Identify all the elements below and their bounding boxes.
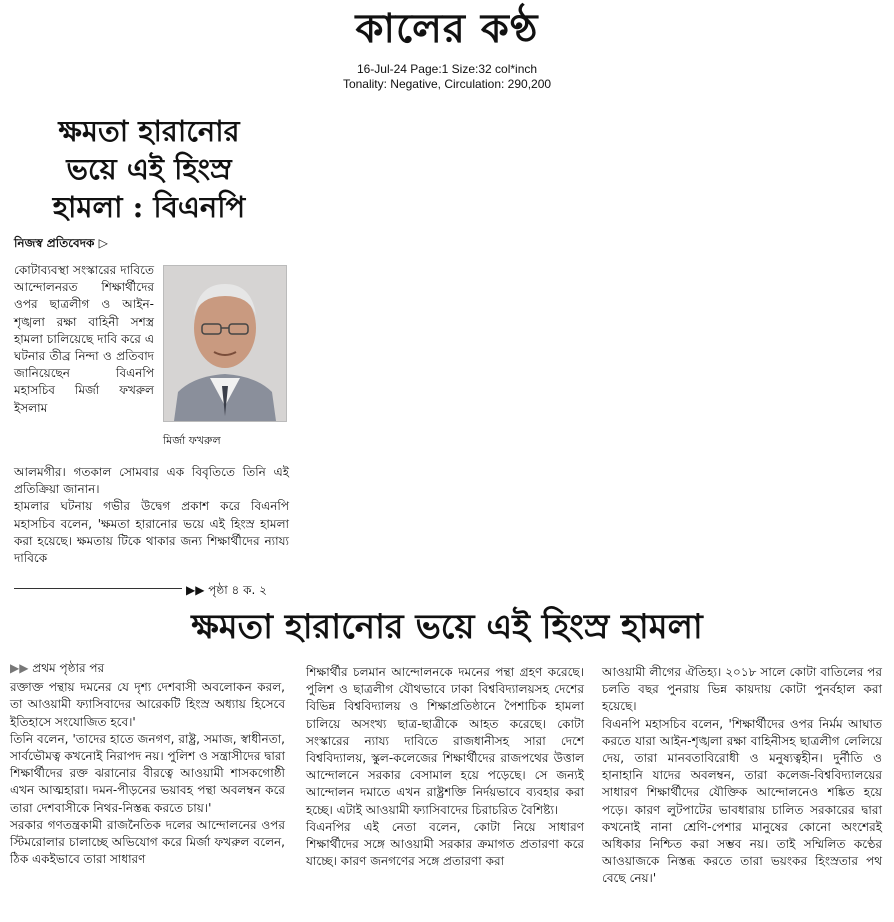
continuation-column-3 (602, 664, 882, 888)
paragraph: শিক্ষার্থীর চলমান আন্দোলনকে দমনের পন্থা গ্রহণ করেছে। পুলিশ ও ছাত্রলীগ যৌথভাবে ঢাকা বিশ্ববিদ্যালয়সহ দেশের বিভিন্ন বিশ্ববিদ্যালয় ও শিক্ষাপ্রতিষ্ঠানে পৈশাচিক হামলা চালিয়ে অসংখ্য ছাত্র-ছাত্রীকে আহত করেছে। কোটা সংস্কারের ন্যায্য দাবিতে রাজধানীসহ সারা দেশে বিশ্ববিদ্যালয়, স্কুল-কলেজের শিক্ষার্থীদের রাজপথের উত্তাল আন্দোলনে সরকার বেসামাল হয়ে পড়েছে। সে জন্যই আন্দোলন দমাতে এখন রাষ্ট্রশক্তি নির্দয়ভাবে ব্যবহার করা হচ্ছে। এটাই আওয়ামী ফ্যাসিবাদের চিরাচরিত বৈশিষ্ট্য। (306, 665, 584, 817)
continuation-column-2 (306, 664, 584, 870)
masthead-logo: কালের কণ্ঠ (355, 5, 539, 52)
lead-paragraph-part2 (14, 464, 289, 567)
byline (14, 235, 108, 255)
paragraph: রক্তাক্ত পন্থায় দমনের যে দৃশ্য দেশবাসী অবলোকন করল, তা আওয়ামী ফ্যাসিবাদের আরেকটি হিংস্র অধ্যায় হিসেবে ইতিহাসে সংযোজিত হবে।' (10, 680, 285, 729)
photo-caption: মির্জা ফখরুল (163, 434, 221, 447)
author-photo (163, 265, 287, 422)
headline-line: ক্ষমতা হারানোর (58, 114, 240, 148)
continuation-column-1 (10, 660, 285, 868)
paragraph: আওয়ামী লীগের ঐতিহ্য। ২০১৮ সালে কোটা বাতিলের পর চলতি বছর পুনরায় ভিন্ন কায়দায় কোটা পুনর্বহাল করা হয়েছে। (602, 665, 882, 714)
paragraph: তিনি বলেন, 'তাদের হাতে জনগণ, রাষ্ট্র, সমাজ, স্বাধীনতা, সার্বভৌমত্ব কখনোই নিরাপদ নয়। পুলিশ ও সন্ত্রাসীদের দ্বারা শিক্ষার্থীদের রক্ত ঝরানোর বীরত্বে আওয়ামী শাসকগোষ্ঠী এখন আত্মহারা। দমন-পীড়নের ভয়াবহ পন্থা অবলম্বন করে তারা দেশবাসীকে নিথর-নিস্তব্ধ করতে চায়।' (10, 731, 285, 815)
clip-info-line2: Tonality: Negative, Circulation: 290,200 (342, 77, 552, 91)
paragraph: হামলার ঘটনায় গভীর উদ্বেগ প্রকাশ করে বিএনপি মহাসচিব বলেন, 'ক্ষমতা হারানোর ভয়ে এই হিংস্র হামলা করা হয়েছে। ক্ষমতায় টিকে থাকার জন্য শিক্ষার্থীদের ন্যায্য দাবিকে (14, 499, 289, 566)
paragraph: বিএনপির এই নেতা বলেন, কোটা নিয়ে সাধারণ শিক্ষার্থীদের সঙ্গে আওয়ামী সরকার ক্রমাগত প্রতারণা করে যাচ্ছে। কারণ জনগণের সঙ্গে প্রতারণা করা (306, 819, 584, 869)
paragraph: বিএনপি মহাসচিব বলেন, 'শিক্ষার্থীদের ওপর নির্মম আঘাত করতে যারা আইন-শৃঙ্খলা রক্ষা বাহিনীসহ ছাত্রলীগ লেলিয়ে দেয়, তারা মানবতাবিরোধী ও মনুষ্যত্বহীন। দুর্নীতি ও হানাহানি যাদের অবলম্বন, তারা কলেজ-বিশ্ববিদ্যালয়ের সাধারণ শিক্ষার্থীদের যৌক্তিক আন্দোলনেও শঙ্কিত হয়ে পড়ে। কারণ লুটপাটের ভাবধারায় চালিত সরকারের দ্বারা কখনোই নানা শ্রেণি-পেশার মানুষের কোনো অংশেরই অধিকার নিশ্চিত করা সম্ভব নয়। তাই সম্মিলিত কণ্ঠের আওয়াজকে নিস্তব্ধ করতে তারা ভয়ংকর হিংস্রতার পথ বেছে নেয়।' (602, 716, 882, 886)
portrait-image (164, 266, 286, 421)
clip-info-line1: 16-Jul-24 Page:1 Size:32 col*inch (356, 62, 538, 76)
jump-divider (14, 588, 182, 589)
headline-line: হামলা : বিএনপি (52, 190, 246, 224)
continued-label-text: প্রথম পৃষ্ঠার পর (32, 661, 105, 675)
jump-reference: ▶▶ পৃষ্ঠা ৪ ক. ২ (186, 583, 267, 597)
double-arrow-icon: ▶▶ (10, 661, 29, 675)
continuation-headline: ক্ষমতা হারানোর ভয়ে এই হিংস্র হামলা (191, 607, 703, 647)
lead-paragraph-part1: কোটাব্যবস্থা সংস্কারের দাবিতে আন্দোলনরত শিক্ষার্থীদের ওপর ছাত্রলীগ ও আইন-শৃঙ্খলা রক্ষা বাহিনী সশস্ত্র হামলা চালিয়েছে দাবি করে এ ঘটনার তীব্র নিন্দা ও প্রতিবাদ জানিয়েছেন বিএনপি মহাসচিব মির্জা ফখরুল ইসলাম (14, 263, 154, 415)
byline-text: নিজস্ব প্রতিবেদক (14, 236, 95, 250)
paragraph: আলমগীর। গতকাল সোমবার এক বিবৃতিতে তিনি এই প্রতিক্রিয়া জানান। (14, 465, 289, 497)
byline-arrow-icon: ▷ (98, 236, 108, 250)
paragraph: সরকার গণতন্ত্রকামী রাজনৈতিক দলের আন্দোলনের ওপর স্টিমরোলার চালাচ্ছে অভিযোগ করে মির্জা ফখরুল বলেন, ঠিক একইভাবে তারা সাধারণ (10, 817, 285, 867)
headline-line: ভয়ে এই হিংস্র (66, 152, 232, 186)
continued-from-label (10, 660, 285, 677)
article-headline (14, 112, 284, 226)
